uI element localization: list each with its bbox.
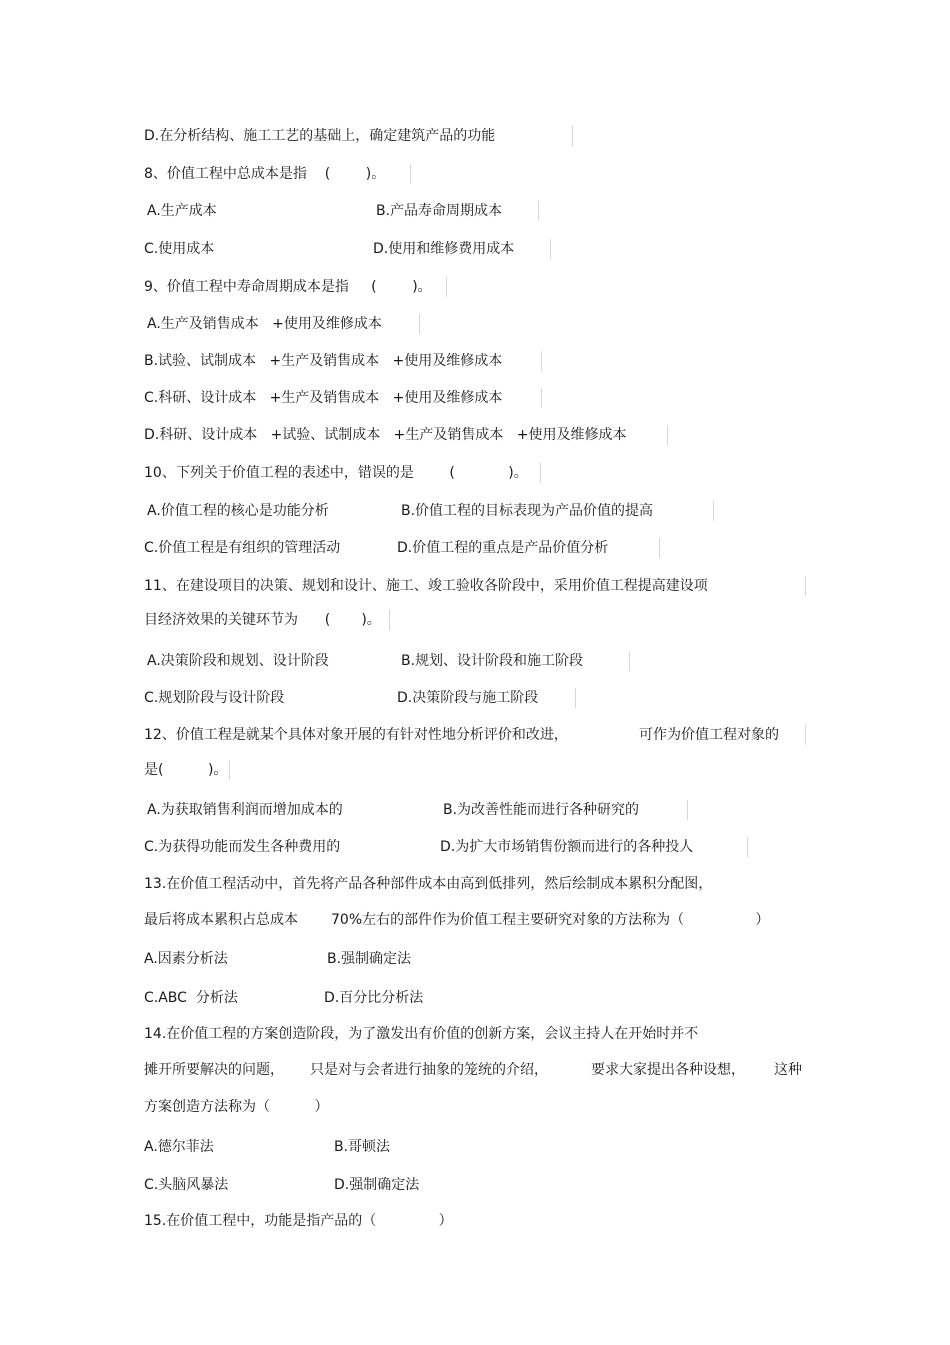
q9-option-b: B.试验、试制成本 +生产及销售成本 +使用及维修成本 [144,353,503,369]
line-divider [805,576,806,596]
q12-option-a: A.为获取销售利润而增加成本的 [147,802,343,818]
q8-stem: 8、价值工程中总成本是指 ( )。 [144,166,386,182]
q14-option-a: A.德尔菲法 [144,1139,214,1155]
q8-option-c: C.使用成本 [144,241,215,257]
q12-stem-line1-part1: 12、价值工程是就某个具体对象开展的有针对性地分析评价和改进， [144,727,568,743]
q11-option-a: A.决策阶段和规划、设计阶段 [147,653,329,669]
line-divider [687,800,688,820]
q9-stem: 9、价值工程中寿命周期成本是指 ( )。 [144,279,432,295]
line-divider [419,314,420,334]
q11-stem-line1: 11、在建设项目的决策、规划和设计、施工、竣工验收各阶段中，采用价值工程提高建设项 [144,578,708,594]
line-divider [659,538,660,558]
line-divider [667,425,668,445]
q10-option-b: B.价值工程的目标表现为产品价值的提高 [401,503,654,519]
q11-option-d: D.决策阶段与施工阶段 [397,690,539,706]
q7-option-d: D.在分析结构、施工工艺的基础上，确定建筑产品的功能 [144,128,496,144]
q15-stem: 15.在价值工程中，功能是指产品的（ ） [144,1213,453,1229]
line-divider [550,239,551,259]
q8-option-b: B.产品寿命周期成本 [376,203,503,219]
line-divider [713,501,714,521]
line-divider [389,610,390,630]
q14-stem-line2-part1: 摊开所要解决的问题， [144,1062,284,1078]
q11-stem-line2: 目经济效果的关键环节为 ( )。 [144,612,381,628]
line-divider [229,760,230,780]
q9-option-d: D.科研、设计成本 +试验、试制成本 +生产及销售成本 +使用及维修成本 [144,427,627,443]
q8-option-d: D.使用和维修费用成本 [373,241,515,257]
q14-option-c: C.头脑风暴法 [144,1177,229,1193]
line-divider [410,164,411,184]
q14-option-b: B.哥顿法 [334,1139,391,1155]
q13-stem-line2-part1: 最后将成本累积占总成本 [144,912,298,928]
line-divider [446,277,447,297]
q12-option-d: D.为扩大市场销售份额而进行的各种投人 [440,839,694,855]
q14-stem-line2-part3: 要求大家提出各种设想， [591,1062,745,1078]
q14-stem-line2-part2: 只是对与会者进行抽象的笼统的介绍， [310,1062,548,1078]
q14-stem-line3: 方案创造方法称为（ ） [144,1099,329,1115]
line-divider [575,688,576,708]
q8-option-a: A.生产成本 [147,203,217,219]
q12-option-b: B.为改善性能而进行各种研究的 [443,802,640,818]
q13-stem-line2-part2: 70%左右的部件作为价值工程主要研究对象的方法称为（ ） [331,912,770,928]
q10-stem: 10、下列关于价值工程的表述中，错误的是 ( )。 [144,465,528,481]
line-divider [541,351,542,371]
q12-stem-line2: 是( )。 [144,762,228,778]
q14-option-d: D.强制确定法 [334,1177,420,1193]
q12-option-c: C.为获得功能而发生各种费用的 [144,839,341,855]
line-divider [805,725,806,745]
q11-option-c: C.规划阶段与设计阶段 [144,690,285,706]
q13-option-a: A.因素分析法 [144,951,228,967]
line-divider [538,201,539,221]
q9-option-c: C.科研、设计成本 +生产及销售成本 +使用及维修成本 [144,390,503,406]
q13-option-b: B.强制确定法 [327,951,412,967]
line-divider [747,837,748,857]
q10-option-a: A.价值工程的核心是功能分析 [147,503,329,519]
q13-stem-line1: 13.在价值工程活动中，首先将产品各种部件成本由高到低排列，然后绘制成本累积分配图， [144,876,713,892]
q10-option-d: D.价值工程的重点是产品价值分析 [397,540,609,556]
line-divider [540,463,541,483]
line-divider [629,651,630,671]
q14-stem-line2-part4: 这种 [774,1062,802,1078]
line-divider [541,388,542,408]
q14-stem-line1: 14.在价值工程的方案创造阶段，为了激发出有价值的创新方案，会议主持人在开始时并不 [144,1026,699,1042]
q10-option-c: C.价值工程是有组织的管理活动 [144,540,341,556]
q13-option-d: D.百分比分析法 [324,990,424,1006]
q13-option-c: C.ABC 分析法 [144,990,238,1006]
q11-option-b: B.规划、设计阶段和施工阶段 [401,653,584,669]
line-divider [572,126,573,146]
q9-option-a: A.生产及销售成本 +使用及维修成本 [147,316,382,332]
q12-stem-line1-part2: 可作为价值工程对象的 [639,727,779,743]
